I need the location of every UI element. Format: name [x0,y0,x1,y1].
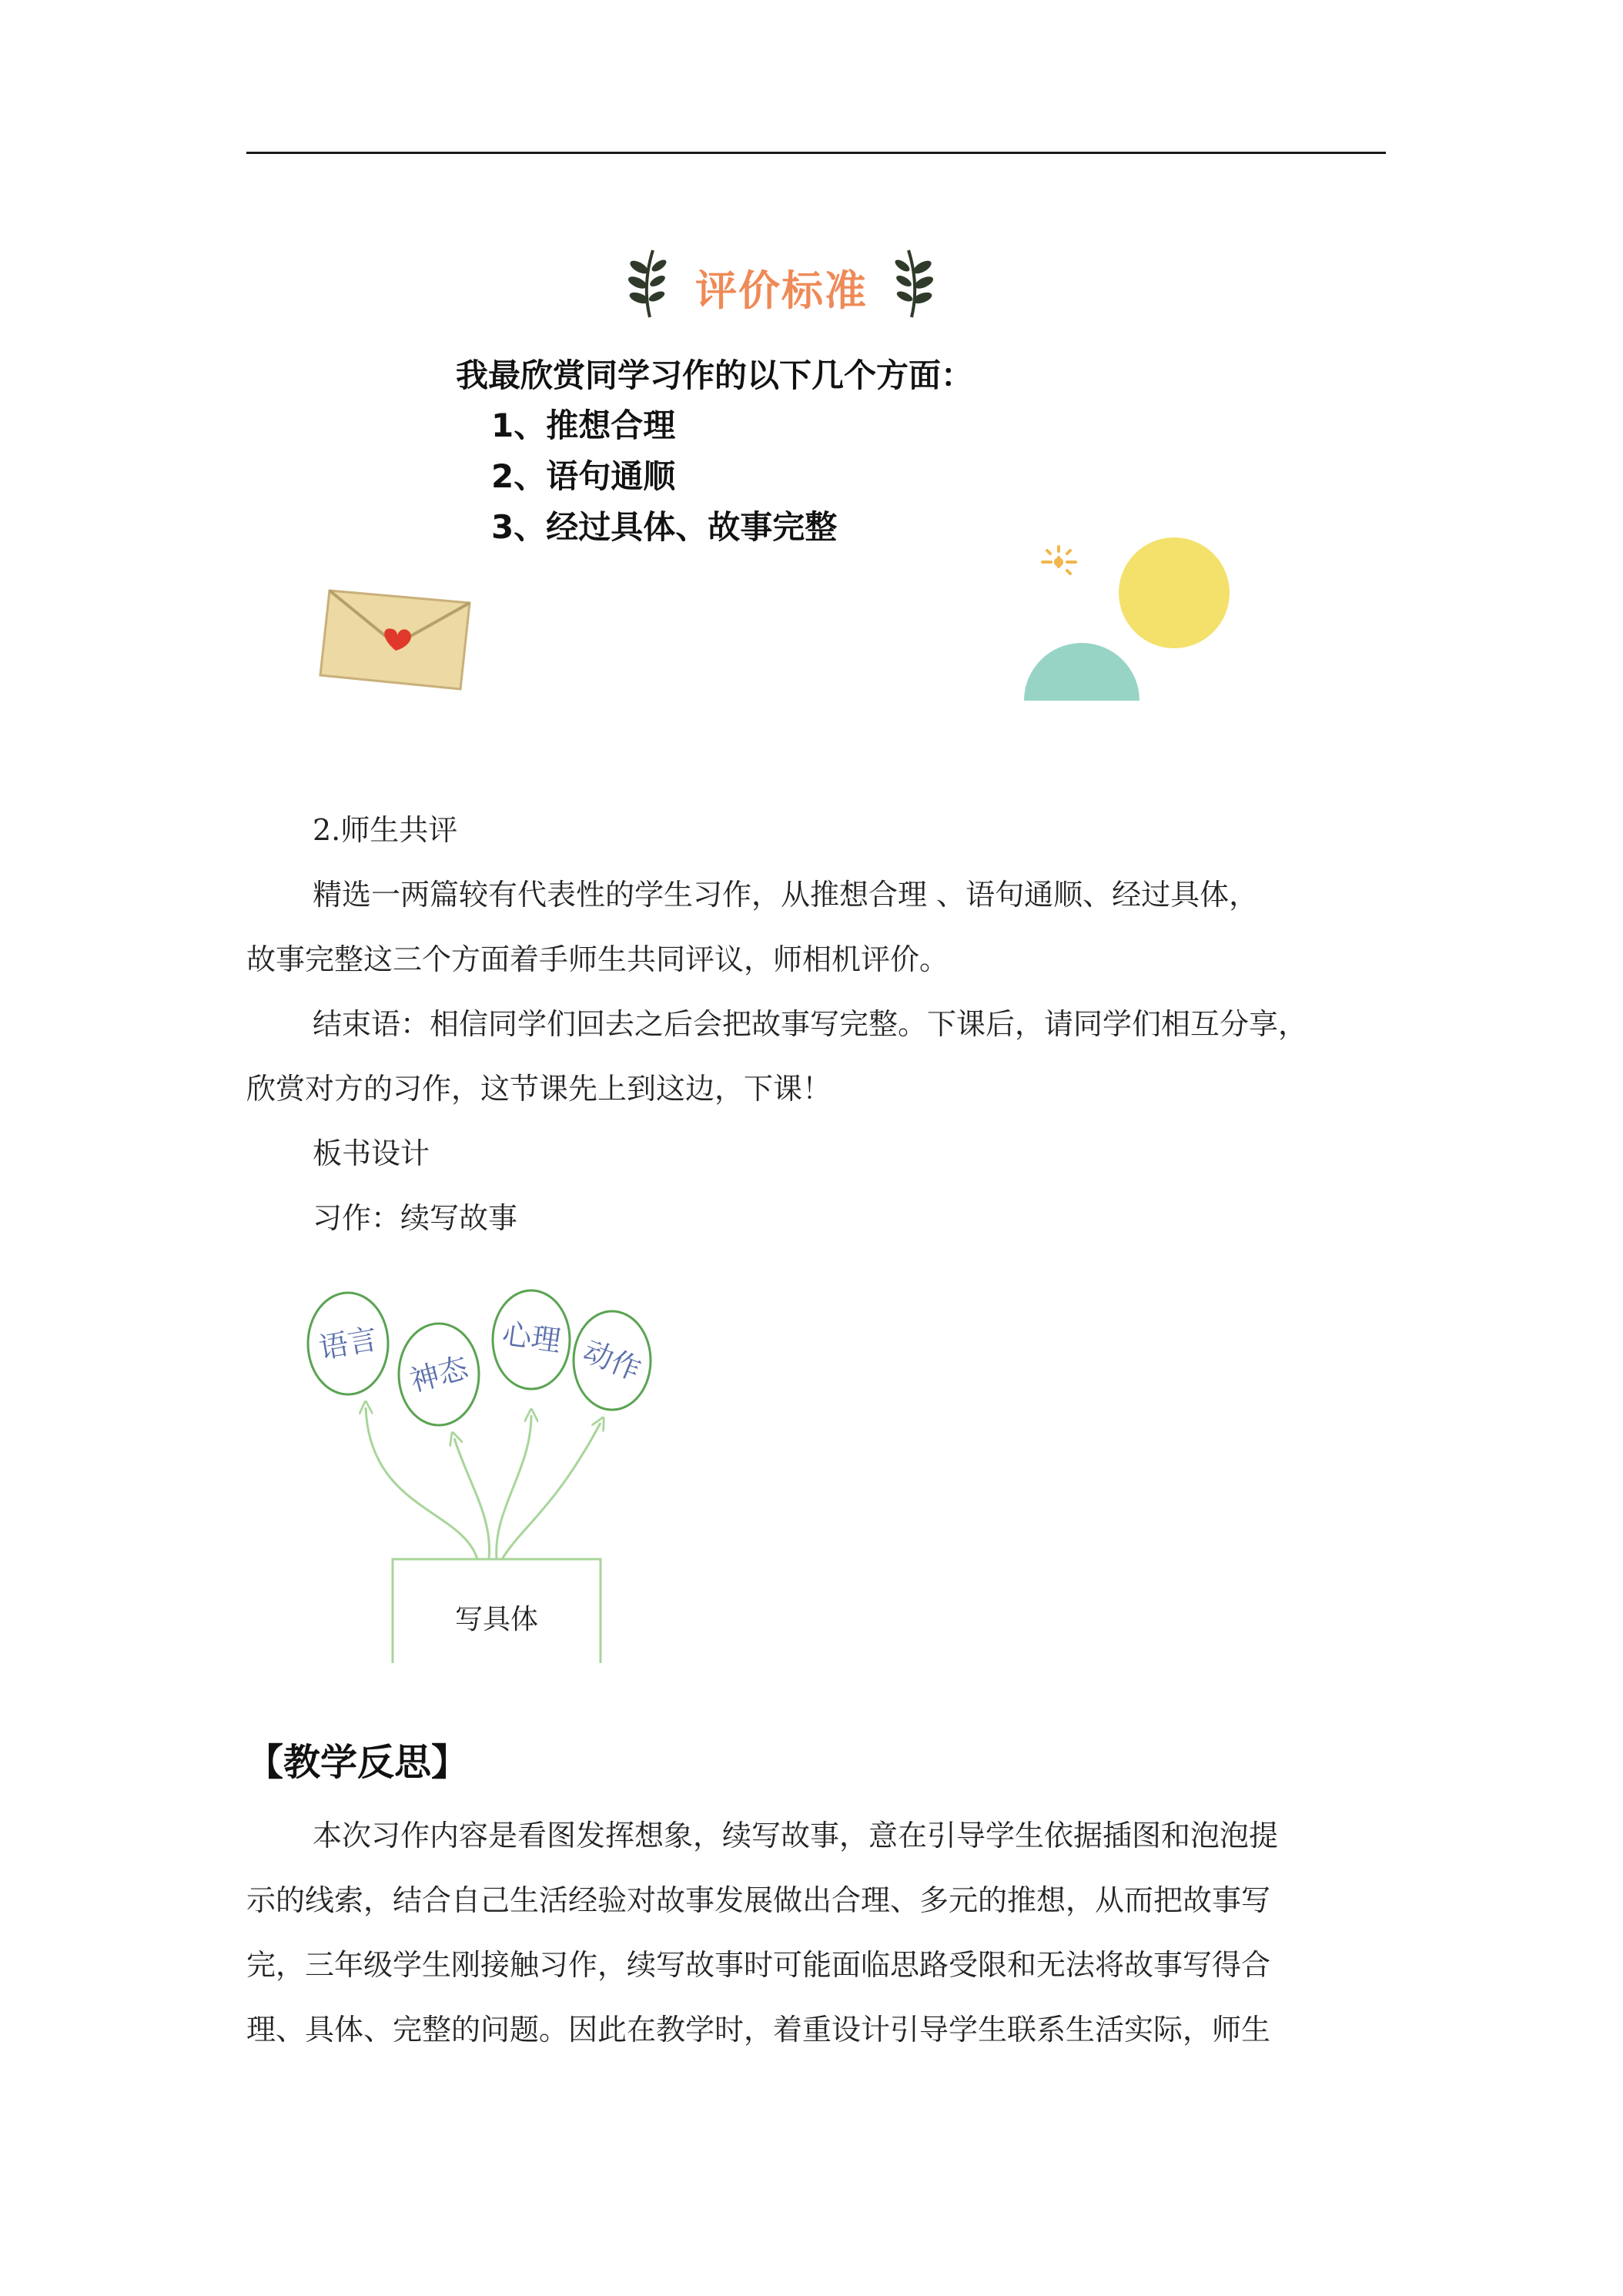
laurel-left-icon [622,244,668,321]
paragraph-line: 理、具体、完整的问题。因此在教学时，着重设计引导学生联系生活实际，师生 [246,2013,1271,2047]
paragraph-line: 欣赏对方的习作，这节课先上到这边，下课！ [246,1072,832,1106]
criteria-item: 2、语句通顺 [491,457,676,495]
reflection-paragraph [246,1803,1386,2062]
criteria-list [491,400,837,553]
criteria-item: 3、经过具体、故事完整 [491,508,838,546]
section-title: 2.师生共评 [313,813,458,847]
board-design-label: 板书设计 [313,1136,430,1170]
criteria-item: 1、推想合理 [491,407,676,444]
paragraph-teacher-student-review [246,862,1386,992]
board-diagram [300,1232,670,1663]
evaluation-intro: 我最欣赏同学习作的以下几个方面： [456,356,974,394]
paragraph-closing [246,992,1386,1121]
header-rule [246,152,1386,154]
evaluation-title-row [0,235,1623,327]
balloon-label: 心理 [500,1316,564,1359]
paragraph-line: 结束语：相信同学们回去之后会把故事写完整。下课后，请同学们相互分享， [313,1007,1308,1041]
paragraph-line: 完，三年级学生刚接触习作，续写故事时可能面临思路受限和无法将故事写得合 [246,1948,1271,1982]
envelope-icon [316,574,474,693]
paragraph-line: 精选一两篇较有代表性的学生习作，从推想合理 、语句通顺、经过具体， [313,878,1259,912]
balloon-label: 神态 [406,1350,472,1399]
balloon-label: 动作 [578,1334,646,1387]
paragraph-line: 本次习作内容是看图发挥想象，续写故事，意在引导学生依据插图和泡泡提 [313,1819,1279,1853]
reflection-heading: 【教学反思】 [246,1741,469,1784]
arrow-line [366,1407,477,1559]
laurel-right-icon [893,244,939,321]
arrow-line [454,1438,490,1559]
evaluation-title: 评价标准 [695,266,868,315]
watercolor-dots-icon [1016,524,1240,701]
diagram-box-label: 写具体 [454,1603,538,1635]
balloon-label: 语言 [316,1321,380,1366]
arrow-line [497,1415,531,1559]
arrow-line [502,1423,601,1559]
paragraph-line: 故事完整这三个方面着手师生共同评议，师相机评价。 [246,942,949,976]
paragraph-line: 示的线索，结合自己生活经验对故事发展做出合理、多元的推想，从而把故事写 [246,1883,1271,1917]
board-title: 习作：续写故事 [313,1201,518,1235]
